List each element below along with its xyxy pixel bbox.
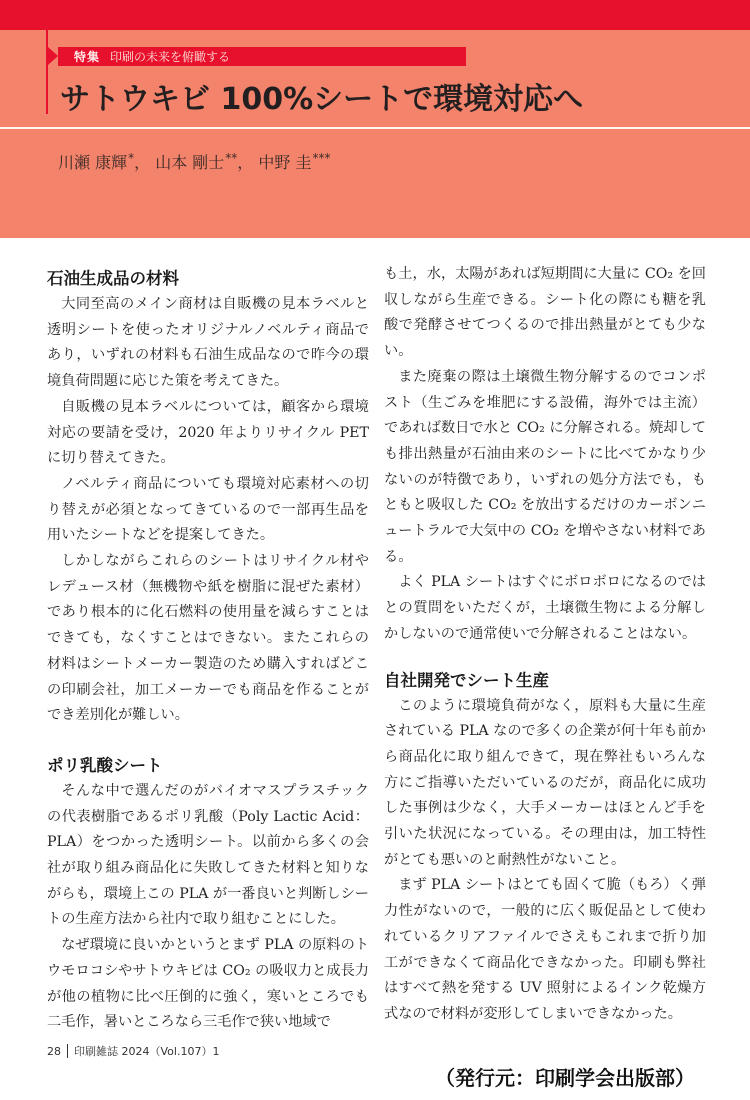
- feature-tag-subtitle: 印刷の未来を俯瞰する: [110, 50, 231, 64]
- page-number: 28: [47, 1044, 61, 1058]
- top-red-strip: [0, 0, 750, 30]
- paragraph: 自販機の見本ラベルについては，顧客から環境対応の要請を受け，2020 年よりリサイクル PET に切り替えてきた。: [47, 398, 369, 467]
- author-separator: ，: [237, 153, 254, 172]
- paragraph: ノベルティ商品についても環境対応素材への切り替えが必須となってきているので一部再生品を用いたシートなどを提案してきた。: [47, 475, 369, 544]
- author-name: 山本 剛士: [155, 153, 225, 172]
- paragraph: そんな中で選んだのがバイオマスプラスチックの代表樹脂であるポリ乳酸（Poly Lactic Acid：PLA）をつかった透明シート。以前から多くの会社が取り組み商品化に失敗してきた材料と知りながらも，環境上この PLA が一番良いと判断しシートの生産方法から社内で取り組むことにした。: [47, 782, 369, 928]
- article-title: サトウキビ 100%シートで環境対応へ: [60, 82, 584, 117]
- author-name: 川瀬 康輝: [58, 153, 128, 172]
- author-list: [58, 150, 331, 173]
- paragraph: 大同至高のメイン商材は自販機の見本ラベルと透明シートを使ったオリジナルノベルティ商品であり，いずれの材料も石油生成品なので昨今の環境負荷問題に応じた策を考えてきた。: [47, 296, 369, 390]
- author-footnote-mark: **: [225, 151, 238, 165]
- header-divider: [0, 127, 750, 129]
- paragraph: また廃棄の際は土壌微生物分解するのでコンポスト（生ごみを堆肥にする設備，海外では主流）であれば数日で水と CO₂ に分解される。焼却しても排出熱量が石油由来のシートに比べてかなり少ないのが特徴であり，いずれの処分方法でも，もともと吸収した CO₂ を放出するだけのカーボンニュートラルで大気中の CO₂ を増やさない材料である。: [384, 368, 706, 565]
- publisher-credit: （発行元：印刷学会出版部）: [435, 1066, 695, 1090]
- paragraph: まず PLA シートはとても固くて脆（もろ）く弾力性がないので，一般的に広く販促品として使われているクリアファイルでさえもこれまで折り加工ができなくて商品化できなかった。印刷も弊社はすべて熱を発する UV 照射によるインク乾燥方式なので材料が変形してしまいできなかった。: [384, 877, 706, 1022]
- section-heading: ポリ乳酸シート: [47, 755, 163, 775]
- journal-citation: 印刷雑誌 2024（Vol.107）1: [74, 1045, 220, 1058]
- paragraph: しかしながらこれらのシートはリサイクル材やレデュース材（無機物や紙を樹脂に混ぜた素材）であり根本的に化石燃料の使用量を減らすことはできても，なくすことはできない。またこれらの材料はシートメーカー製造のため購入すればどこの印刷会社，加工メーカーでも商品を作ることができ差別化が難しい。: [47, 553, 369, 724]
- author-footnote-mark: *: [128, 151, 135, 165]
- paragraph: よく PLA シートはすぐにボロボロになるのではとの質問をいただくが，土壌微生物による分解しかしないので通常使いで分解されることはない。: [384, 574, 706, 642]
- section-heading: 自社開発でシート生産: [384, 670, 549, 690]
- author-name: 中野 圭: [258, 153, 312, 172]
- paragraph: なぜ環境に良いかというとまず PLA の原料のトウモロコシやサトウキビは CO₂ の吸収力と成長力が他の植物に比べ圧倒的に強く，寒いところでも二毛作，暑いところなら三毛作で狭い地域で: [47, 937, 369, 1031]
- paragraph: このように環境負荷がなく，原料も大量に生産されている PLA なので多くの企業が何十年も前から商品化に取り組んできて，現在弊社もいろんな方にご指導いただいているのだが，商品化に成功した事例は少なく，大手メーカーはほとんど手を引いた状況になっている。その理由は，加工特性がとても悪いのと耐熱性がないこと。: [384, 697, 706, 868]
- footer-divider: [67, 1044, 68, 1058]
- left-column: [47, 266, 369, 1036]
- section-heading: 石油生成品の材料: [47, 269, 179, 288]
- feature-tag-label: 特集: [74, 50, 101, 64]
- paragraph-continued: も土，水，太陽があれば短期間に大量に CO₂ を回収しながら生産できる。シート化の際にも糖を乳酸で発酵させてつくるので排出熱量がとても少ない。: [384, 266, 706, 360]
- right-column: [384, 262, 706, 1028]
- chevron-right-icon: [48, 47, 58, 65]
- author-footnote-mark: ***: [312, 151, 331, 165]
- author-separator: ，: [134, 153, 151, 172]
- page-footer: [47, 1043, 219, 1059]
- feature-tag-bar: [58, 47, 466, 66]
- header-accent-line: [46, 30, 48, 114]
